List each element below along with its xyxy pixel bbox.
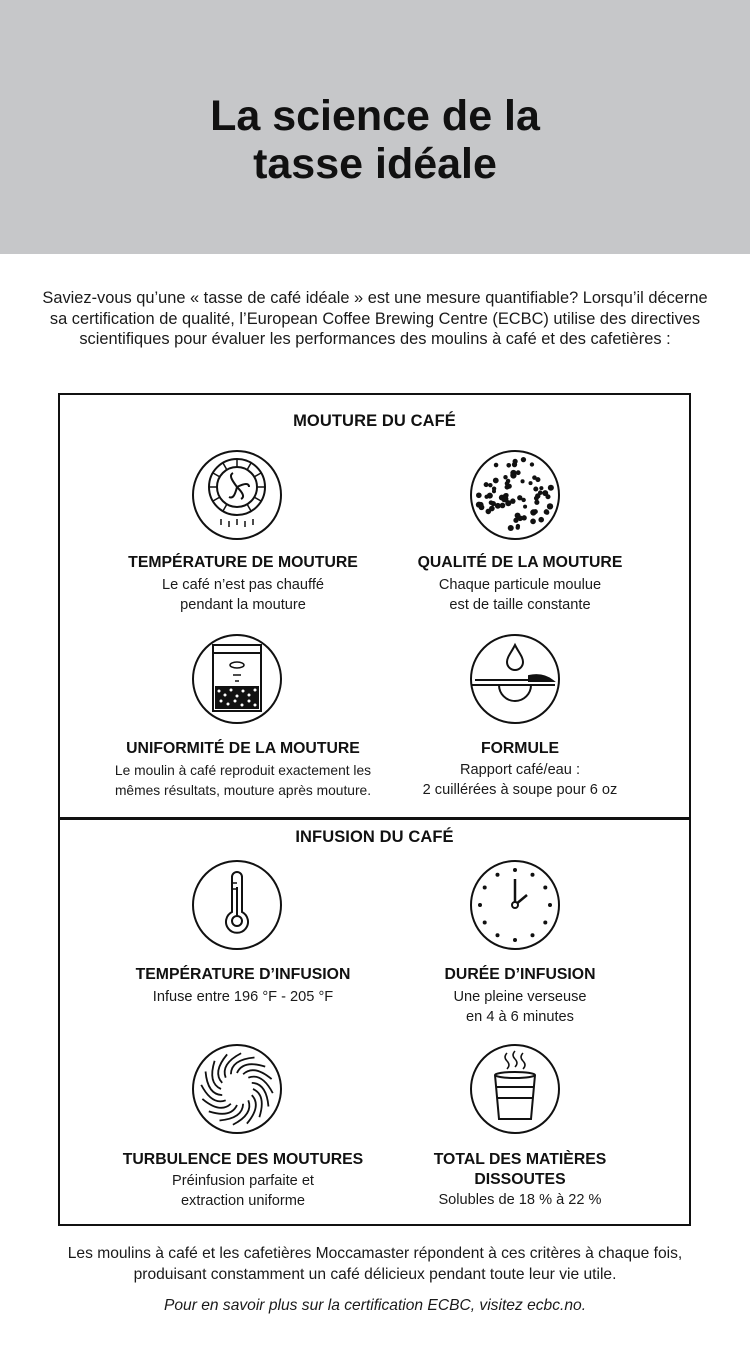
turbulence-swirl-icon <box>191 1043 283 1135</box>
grind-quality-desc: Chaque particule moulue est de taille constante <box>438 577 602 613</box>
intro-text: Saviez-vous qu’une « tasse de café idéale » est une mesure quantifiable? Lorsqu’il décerne sa certification de qualité, l’European Coffee Brewing Centre (ECBC) utilise des directives scientifiques pour évaluer les performances des moulins à café et des cafetières : <box>42 289 708 348</box>
grind-quality-title: QUALITÉ DE LA MOUTURE <box>417 554 623 571</box>
grind-uniformity-desc: Le moulin à café reproduit exactement les mêmes résultats, mouture après mouture. <box>114 763 372 798</box>
clock-icon <box>469 859 561 951</box>
header-banner <box>0 0 750 254</box>
brew-duration-title: DURÉE D’INFUSION <box>444 966 596 983</box>
grinding-section-title: MOUTURE DU CAFÉ <box>293 412 456 430</box>
turbulence-title: TURBULENCE DES MOUTURES <box>122 1151 364 1168</box>
grind-temperature-desc: Le café n’est pas chauffé pendant la mouture <box>162 577 324 613</box>
grind-uniformity-title: UNIFORMITÉ DE LA MOUTURE <box>126 740 360 757</box>
brew-duration-desc: Une pleine verseuse en 4 à 6 minutes <box>453 989 587 1025</box>
brew-temperature-desc: Infuse entre 196 °F - 205 °F <box>152 989 334 1005</box>
dissolved-solids-desc: Solubles de 18 % à 22 % <box>438 1192 602 1208</box>
thermometer-icon <box>191 859 283 951</box>
turbulence-desc: Préinfusion parfaite et extraction uniforme <box>172 1173 314 1209</box>
measuring-spoon-icon <box>469 633 561 725</box>
outro-text: Les moulins à café et les cafetières Moccamaster répondent à ces critères à chaque fois, produisant constamment un café délicieux pendant toute leur vie utile. <box>67 1245 683 1283</box>
formula-title: FORMULE <box>480 740 560 757</box>
dissolved-solids-title: TOTAL DES MATIÈRES DISSOUTES <box>433 1151 607 1188</box>
grind-temperature-title: TEMPÉRATURE DE MOUTURE <box>128 554 358 571</box>
coffee-particles-icon <box>469 449 561 541</box>
hot-cup-icon <box>469 1043 561 1135</box>
brew-temperature-title: TEMPÉRATURE D’INFUSION <box>135 966 351 983</box>
page-title: La science de la tasse idéale <box>210 92 540 188</box>
grinder-burr-icon <box>191 449 283 541</box>
footnote-text: Pour en savoir plus sur la certification ECBC, visitez ecbc.no. <box>163 1297 587 1314</box>
brewing-section-title: INFUSION DU CAFÉ <box>295 828 454 846</box>
grinding-section <box>58 393 691 820</box>
brewing-section <box>58 817 691 1226</box>
formula-desc: Rapport café/eau : 2 cuillérées à soupe pour 6 oz <box>422 762 618 798</box>
grounds-container-icon <box>191 633 283 725</box>
